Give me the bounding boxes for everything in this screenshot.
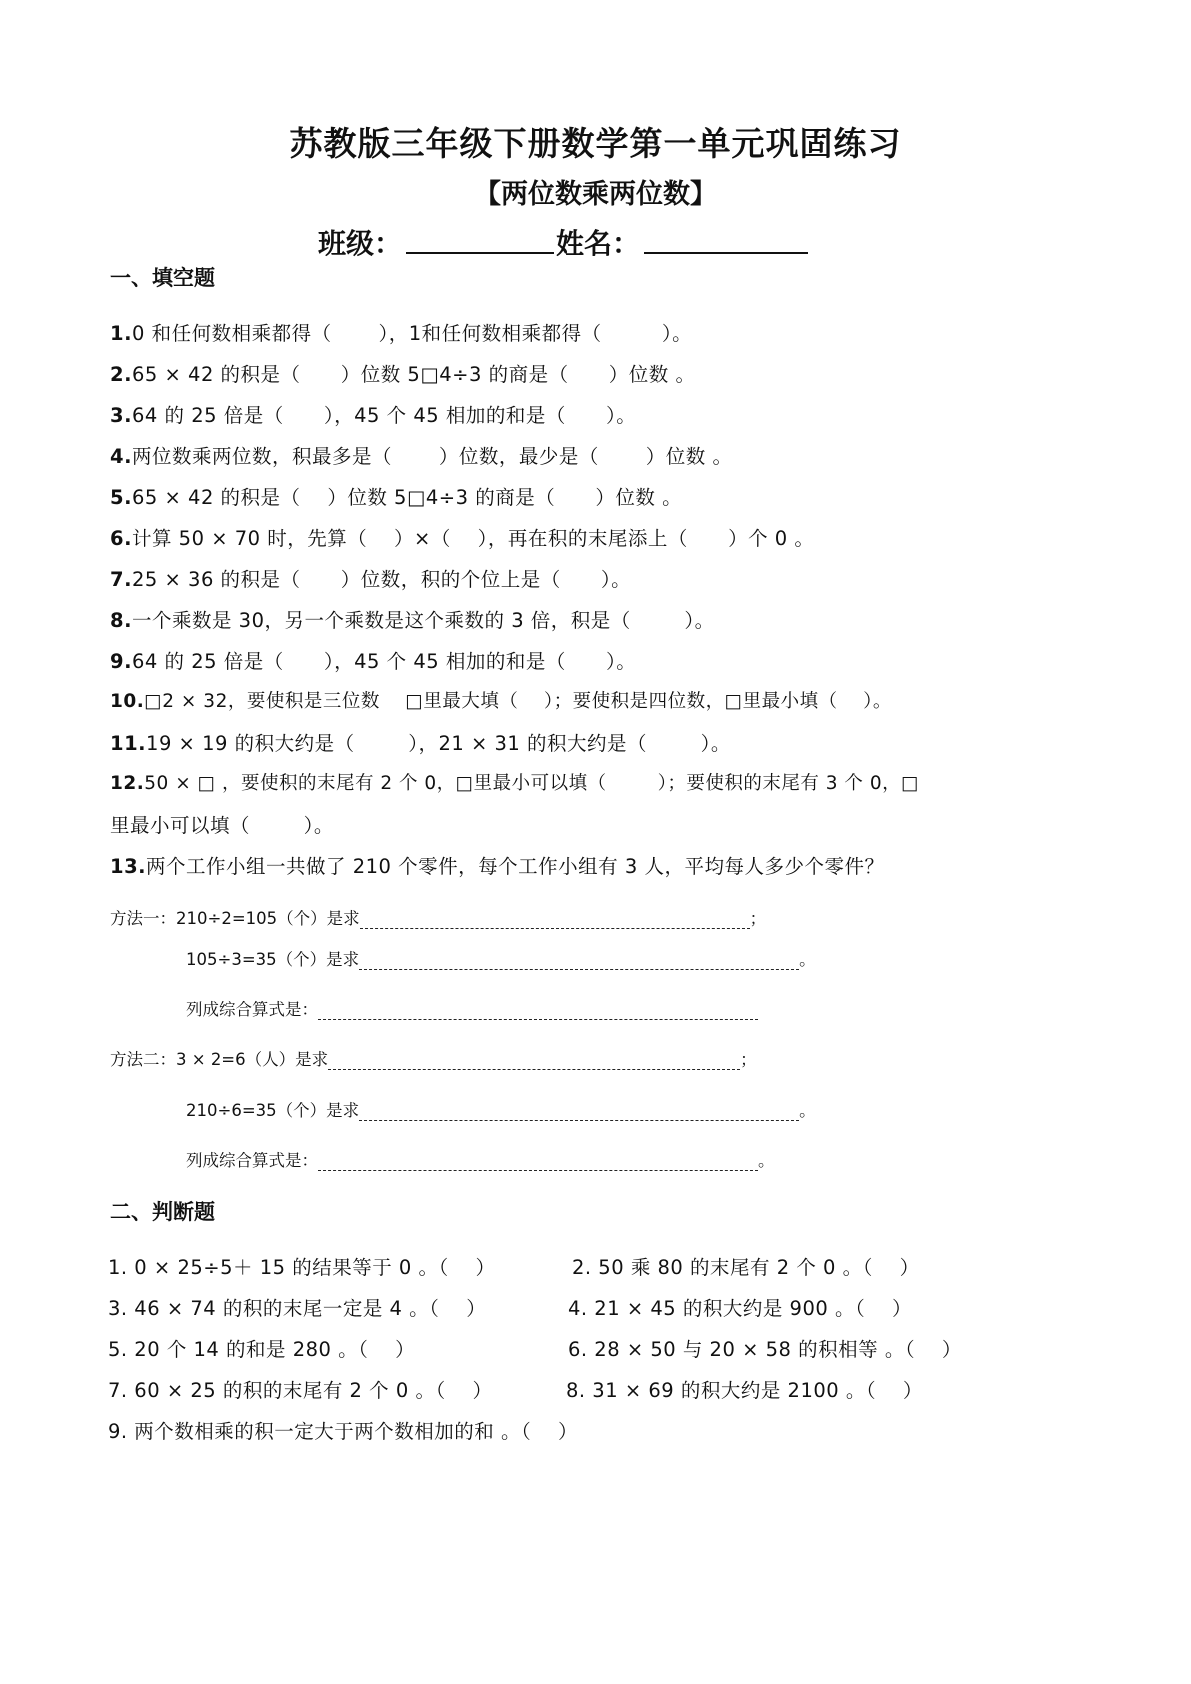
question-6: 6.计算 50 × 70 时，先算（ ）×（ ），再在积的末尾添上（ ）个 0 。 bbox=[110, 527, 815, 550]
question-12-continued: 里最小可以填（ ）。 bbox=[110, 814, 334, 837]
method-1-combined: 列成综合算式是： bbox=[186, 996, 758, 1020]
question-2: 2.65 × 42 的积是（ ）位数 5□4÷3 的商是（ ）位数 。 bbox=[110, 363, 696, 386]
class-label: 班级： bbox=[318, 227, 403, 260]
judge-item-9: 9. 两个数相乘的积一定大于两个数相加的和 。（ ） bbox=[108, 1420, 579, 1443]
question-7: 7.25 × 36 的积是（ ）位数，积的个位上是（ ）。 bbox=[110, 568, 632, 591]
section-heading-fill-blank: 一、填空题 bbox=[110, 266, 215, 290]
judge-item-2: 2. 50 乘 80 的末尾有 2 个 0 。（ ） bbox=[572, 1256, 920, 1279]
answer-blank[interactable] bbox=[359, 951, 799, 970]
question-8: 8.一个乘数是 30，另一个乘数是这个乘数的 3 倍，积是（ ）。 bbox=[110, 609, 715, 632]
question-11: 11.19 × 19 的积大约是（ ），21 × 31 的积大约是（ ）。 bbox=[110, 732, 731, 755]
method-2-combined: 列成综合算式是： 。 bbox=[186, 1151, 775, 1170]
answer-blank[interactable] bbox=[318, 1152, 758, 1171]
judge-item-1: 1. 0 × 25÷5＋ 15 的结果等于 0 。（ ） bbox=[108, 1256, 496, 1279]
question-13: 13.两个工作小组一共做了 210 个零件，每个工作小组有 3 人，平均每人多少个零件？ bbox=[110, 855, 885, 878]
question-4: 4.两位数乘两位数，积最多是（ ）位数，最少是（ ）位数 。 bbox=[110, 445, 733, 468]
judge-item-8: 8. 31 × 69 的积大约是 2100 。（ ） bbox=[566, 1379, 923, 1402]
name-blank[interactable] bbox=[644, 222, 808, 254]
name-label: 姓名： bbox=[556, 227, 641, 260]
judge-item-3: 3. 46 × 74 的积的末尾一定是 4 。（ ） bbox=[108, 1297, 487, 1320]
method-1-step-2: 105÷3=35（个）是求 。 bbox=[186, 950, 816, 969]
page-title: 苏教版三年级下册数学第一单元巩固练习 bbox=[289, 124, 902, 163]
question-9: 9.64 的 25 倍是（ ），45 个 45 相加的和是（ ）。 bbox=[110, 650, 637, 673]
method-1-step-1: 方法一：210÷2=105（个）是求 ； bbox=[110, 909, 767, 928]
question-5: 5.65 × 42 的积是（ ）位数 5□4÷3 的商是（ ）位数 。 bbox=[110, 486, 683, 509]
method-2-step-1: 方法二：3 × 2=6（人）是求 ； bbox=[110, 1050, 757, 1069]
method-2-step-2: 210÷6=35（个）是求 。 bbox=[186, 1101, 816, 1120]
page-subtitle: 【两位数乘两位数】 bbox=[474, 179, 717, 210]
question-12: 12.50 × □ ，要使积的末尾有 2 个 0，□里最小可以填（ ）；要使积的末尾有 3 个 0，□ bbox=[110, 773, 920, 794]
class-blank[interactable] bbox=[406, 222, 554, 254]
answer-blank[interactable] bbox=[360, 910, 750, 929]
judge-item-7: 7. 60 × 25 的积的末尾有 2 个 0 。（ ） bbox=[108, 1379, 493, 1402]
judge-item-4: 4. 21 × 45 的积大约是 900 。（ ） bbox=[568, 1297, 913, 1320]
section-heading-true-false: 二、判断题 bbox=[110, 1200, 215, 1224]
answer-blank[interactable] bbox=[359, 1102, 799, 1121]
question-10: 10.□2 × 32，要使积是三位数 □里最大填（ ）；要使积是四位数，□里最小填（ ）。 bbox=[110, 691, 892, 712]
answer-blank[interactable] bbox=[318, 1001, 758, 1020]
judge-item-5: 5. 20 个 14 的和是 280 。（ ） bbox=[108, 1338, 416, 1361]
answer-blank[interactable] bbox=[328, 1051, 740, 1070]
judge-item-6: 6. 28 × 50 与 20 × 58 的积相等 。（ ） bbox=[568, 1338, 962, 1361]
question-1: 1.0 和任何数相乘都得（ ），1和任何数相乘都得（ ）。 bbox=[110, 322, 693, 345]
question-3: 3.64 的 25 倍是（ ），45 个 45 相加的和是（ ）。 bbox=[110, 404, 637, 427]
